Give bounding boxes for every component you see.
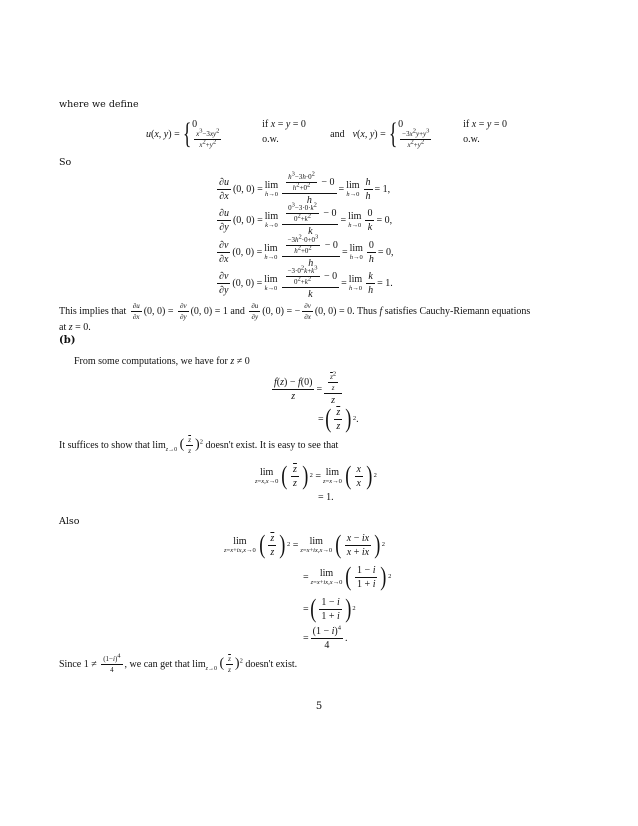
equation-conj-ratio-squared: = ( $\frac{\overline{z}}{z}$ ) 2 . [318,404,359,433]
paragraph-suffices: It suffices to show that $\lim_{z\to 0}$ ( $\frac{\overline{z}}{z}$ )$^2$ doesn't exist. It is easy to see that [59,436,339,455]
paragraph-implies: This implies that $\frac{\partial u}{\partial x}$ (0, 0) = $\frac{\partial v}{\partial y}$ (0, 0) = 1 and $\frac{\partial u}{\partial y}$ (0, 0) = − $\frac{\partial v}{\partial x}$ (0, 0) = 0. Thus f satisfies Cauchy-Riemann equations at z = 0. [59,302,531,333]
equation-dv-dx: $\frac{\partial v}{\partial x}$ (0, 0) = lim h→0 $\frac{-3h2\cdot 0+03}{h2+02}$ − 0 h = lim h→0 $\frac{0}{h}$ = 0, [219,233,394,269]
paragraph-where-define: where we define [59,99,139,110]
label-so: So [59,157,72,168]
equation-du-dy: $\frac{\partial u}{\partial y}$ (0, 0) = lim k→0 $\frac{03-3\cdot 0\cdot k2}{02+k2}$ − 0 k = lim h→0 $\frac{0}{k}$ = 0, [219,201,393,237]
right-brace: { [388,117,398,150]
part-b-heading: (b) [59,335,76,346]
equation-limit-diagonal-1: lim z=x+ix,x→0 ( $\frac{\overline{z}}{z}$ ) 2 = lim z=x+ix,x→0 ( $\frac{x - ix}{x + ix}$ ) 2 [224,530,386,559]
equation-limit-diagonal-2: = lim z=x+ix,x→0 ( $\frac{1 - i}{1 + i}$ ) 2 [303,562,392,591]
equation-limit-real-axis: lim z=x,x→0 ( $\frac{\overline{z}}{z}$ ) 2 = lim z=x→0 ( $\frac{x}{x}$ ) 2 [255,461,377,490]
equation-limit-diagonal-3: = ( $\frac{1 - i}{1 + i}$ ) 2 [303,594,356,623]
label-also: Also [59,516,80,527]
equation-du-dx: $\frac{\partial u}{\partial x}$ (0, 0) = lim h→0 $\frac{h3-3h\cdot 02}{h2+02}$ − 0 h = lim h→0 $\frac{h}{h}$ = 1, [219,170,391,206]
page-number: 5 [315,701,323,712]
left-brace: { [182,117,192,150]
definition-u-v: u(x, y) = { 0 if x = y = 0 $\frac{x3-3xy2}{x2+y2}$ o.w. and v(x, y) = { 0 if x = y = 0 $\frac{-3x2y+y3}{x2+y2}$ o.w. [146,117,507,150]
equation-limit-real-result: = 1. [318,491,334,503]
equation-limit-diagonal-4: = $\frac{(1 - i)^4}{4}$ . [303,624,348,651]
paragraph-since: Since 1 ≠ $\frac{(1-i)4}{4}$ , we can get that $\lim_{z\to 0}$ ( $\frac{\overline{z}}{z}$ )$^2$ doesn't exist. [59,652,298,674]
paragraph-computations: From some computations, we have for z ≠ 0 [74,356,250,367]
equation-dv-dy: $\frac{\partial v}{\partial y}$ (0, 0) = lim k→0 $\frac{-3\cdot 02k+k3}{02+k2}$ − 0 k = lim h→0 $\frac{k}{h}$ = 1. [219,264,393,300]
equation-difference-quotient: $\frac{f(z) - f(0)}{z}$ = $\frac{\frac{\overline{z}2}{z}}{z}$ [270,372,344,406]
